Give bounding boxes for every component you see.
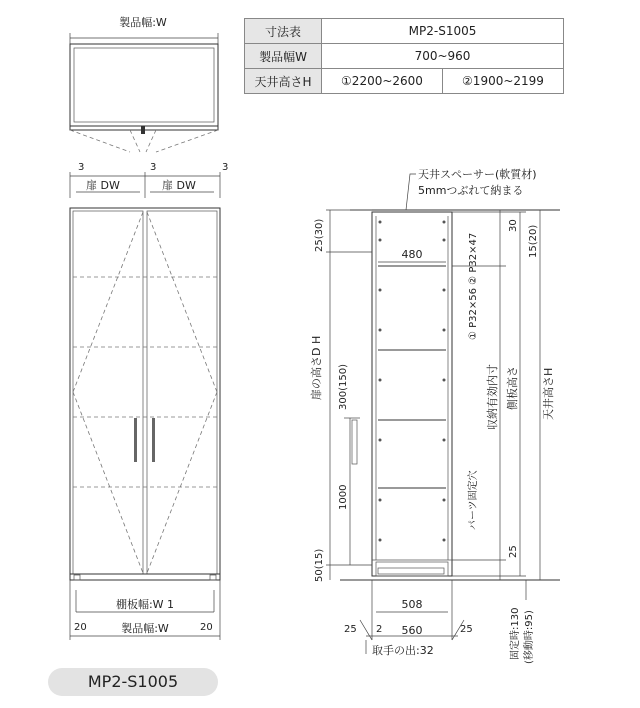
spec-width-value: 700~960: [322, 44, 564, 69]
top-dim: 25(30): [314, 218, 325, 252]
hole-pitch: ① P32×56 ② P32×47: [468, 232, 479, 340]
storage-inner: 収納有効内寸: [486, 364, 499, 430]
gap-right: 3: [222, 162, 229, 173]
bottom-dim: 50(15): [314, 548, 325, 582]
handle-dim: 300(150): [338, 364, 349, 410]
gap-mid: 3: [150, 162, 157, 173]
door-left-label: 扉 DW: [86, 179, 120, 192]
handle-right: [152, 418, 155, 462]
door-height-label: 扉の高さD H: [310, 335, 323, 400]
handle-height-dim: 1000: [338, 484, 349, 510]
ceiling-height-label: 天井高さH: [542, 367, 555, 420]
fixed-130: 固定時:130: [510, 607, 521, 660]
handle-left: [134, 418, 137, 462]
moving-95: (移動時:95): [524, 610, 535, 664]
door-right: [147, 211, 217, 574]
model-badge: MP2-S1005: [48, 668, 218, 696]
spec-height-label: 天井高さH: [245, 69, 322, 94]
spec-table-model: MP2-S1005: [322, 19, 564, 44]
handle-side: [352, 420, 357, 464]
product-width-label: 製品幅:W: [121, 622, 169, 635]
dim-25-right: 25: [460, 624, 473, 635]
door-left: [73, 211, 143, 574]
dim-15-20: 15(20): [528, 224, 539, 258]
side-view: [309, 167, 560, 664]
spacer-note1: 天井スペーサー(軟質材): [418, 168, 537, 181]
front-view: [70, 162, 228, 640]
dim-2: 2: [376, 624, 383, 635]
top-view: [70, 15, 218, 152]
spec-height-opt1: ①2200~2600: [322, 69, 443, 94]
dim-25-bottom: 25: [508, 545, 519, 558]
spec-height-opt2: ②1900~2199: [443, 69, 564, 94]
cabinet-side: [372, 212, 452, 576]
dim-25-left: 25: [344, 624, 357, 635]
shelf-depth-dim: 480: [401, 248, 423, 261]
cabinet-outline: [70, 208, 220, 580]
spec-table-title: 寸法表: [245, 19, 322, 44]
depth-508: 508: [401, 598, 423, 611]
side-panel-height: 側板高さ: [506, 366, 519, 410]
top-width-label: 製品幅:W: [119, 16, 167, 29]
spec-width-label: 製品幅W: [245, 44, 322, 69]
fixing-holes: パーツ固定穴: [468, 470, 479, 530]
side-right-dim: 20: [200, 622, 213, 633]
door-right-label: 扉 DW: [162, 179, 196, 192]
spacer-note2: 5mmつぶれて納まる: [418, 184, 524, 197]
depth-560: 560: [401, 624, 423, 637]
side-left-dim: 20: [74, 622, 87, 633]
dim-30: 30: [508, 219, 519, 232]
shelf-width-label: 棚板幅:W 1: [115, 598, 175, 611]
gap-left: 3: [78, 162, 85, 173]
handle-projection: 取手の出:32: [372, 644, 434, 657]
